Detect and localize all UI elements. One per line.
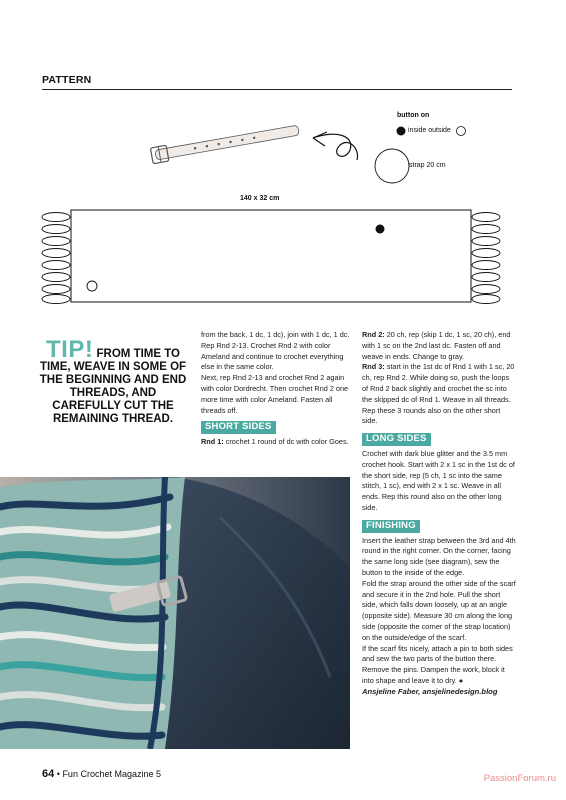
page-number: 64 [42, 768, 55, 780]
column-1 [201, 330, 351, 448]
watermark: PassionForum.ru [483, 773, 556, 784]
magazine-name: Fun Crochet Magazine 5 [62, 769, 161, 779]
strap-diagram [145, 120, 365, 175]
finishing-paragraph-3: If the scarf fits nicely, attach a pin to both sides and sew the two parts of the button there. Remove the pins. Dampen the work, block it into shape and leave it to dry. ● [362, 643, 513, 685]
tip-label: TIP! [45, 336, 94, 363]
rnd1-text: crochet 1 round of dc with color Goes. [223, 437, 349, 447]
designer-credit: Ansjeline Faber, ansjelinedesign.blog [362, 686, 498, 696]
strap-circle-icon [372, 146, 412, 186]
finishing-paragraph-2: Fold the strap around the other side of the scarf and secure it in the 2nd hole. Pull the short side, which falls down loosely, up at an angle (opposite side). Measure 30 cm along the long side (opposite the corner of the strap location) on the outside/edge of the scarf. [362, 578, 516, 642]
scarf-diagram [36, 205, 516, 310]
column-2 [362, 330, 517, 698]
header-rule [42, 89, 512, 90]
rnd3-text: start in the 1st dc of Rnd 1 with 1 sc, 20 ch, rep Rnd 2. While doing so, push the loops of Rnd 2 back slightly and crochet the sc into the skipped dc of Rnd 1. Weave in all threads. Rep these 3 rounds also on the other short side. [362, 362, 515, 426]
rnd3-label: Rnd 3: [362, 362, 385, 372]
strap-label: strap 20 cm [409, 162, 446, 169]
footer [42, 768, 161, 780]
finishing-heading: FINISHING [362, 520, 420, 533]
size-label: 140 x 32 cm [240, 195, 280, 202]
col1-rnd1 [201, 437, 351, 448]
short-sides-heading: SHORT SIDES [201, 421, 276, 434]
col2-rnd3 [362, 362, 517, 427]
long-sides-text: Crochet with dark blue glitter and the 3.5 mm crochet hook. Start with 2 x 1 sc in the 1st dc of the short side, rep (5 ch, 1 sc into the same stitch, 1 sc), end with 2 x 1 sc. Weave in all ends. Rep this round also on the other long side. [362, 448, 515, 512]
col1-paragraph-1: from the back, 1 dc, 1 dc), join with 1 dc, 1 dc. Rep Rnd 2-13. Crochet Rnd 2 with color Ameland and continue to crochet everything else in the same color. [201, 330, 350, 372]
long-sides-heading: LONG SIDES [362, 433, 431, 446]
button-title: button on [397, 112, 430, 119]
tip-box [38, 336, 188, 426]
tip-text: FROM TIME TO TIME, WEAVE IN SOME OF THE BEGINNING AND END THREADS, AND CAREFULLY CUT THE REMAINING THREAD. [39, 348, 187, 425]
inside-outside-label: inside outside [408, 127, 451, 134]
col2-rnd2 [362, 330, 517, 362]
footer-bullet: • [56, 769, 60, 779]
rnd2-label: Rnd 2: [362, 330, 385, 339]
rnd1-label: Rnd 1: [201, 437, 224, 447]
col1-paragraph-2: Next, rep Rnd 2-13 and crochet Rnd 2 again with color Dordrecht. Then crochet Rnd 2 one more time with color Ameland. Fasten all threads off. [201, 373, 349, 415]
rnd2-text: 20 ch, rep (skip 1 dc, 1 sc, 20 ch), end with 1 sc on the 2nd last dc. Fasten off and weave in ends. Change to gray. [362, 330, 511, 361]
scarf-photo [0, 477, 350, 749]
section-title: PATTERN [42, 74, 92, 86]
finishing-paragraph-1: Insert the leather strap between the 3rd and 4th round in the right corner. On the corner, facing the same long side (see diagram), sew the button to the inside of the edge. [362, 535, 516, 577]
